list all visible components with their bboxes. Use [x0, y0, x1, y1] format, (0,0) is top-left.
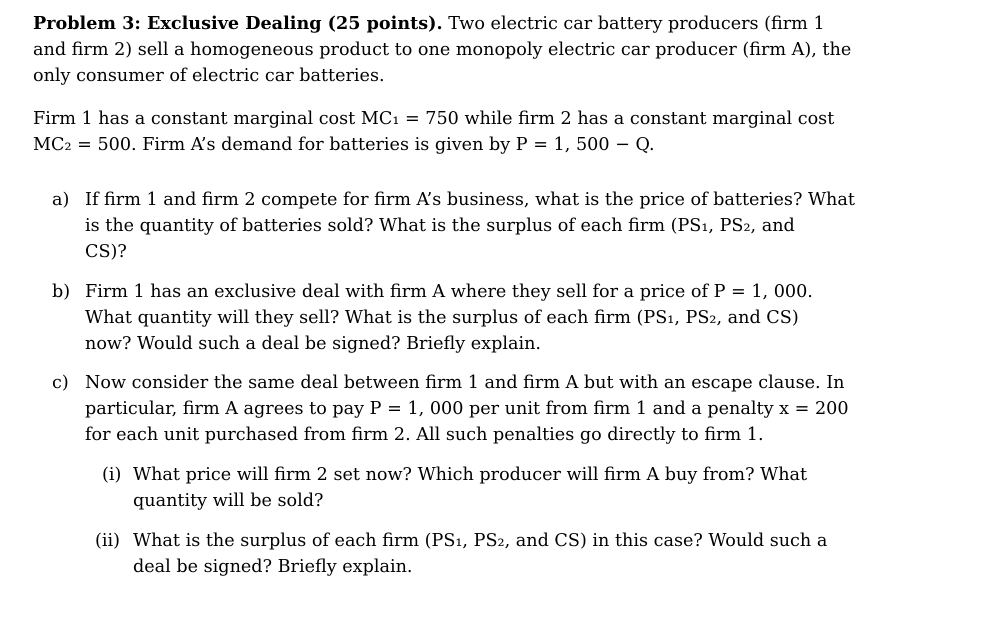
- setup-paragraph: [33, 109, 884, 157]
- subpart-ii-label: (ii): [95, 531, 120, 551]
- setup-line-1: Firm 1 has a constant marginal cost MC₁ = 750 while firm 2 has a constant marginal cost: [33, 109, 835, 129]
- part-c-line-3: for each unit purchased from firm 2. All such penalties go directly to firm 1.: [85, 425, 764, 445]
- subpart-i-line-1: What price will firm 2 set now? Which producer will firm A buy from? What: [133, 465, 808, 485]
- part-b-line-1: Firm 1 has an exclusive deal with firm A where they sell for a price of P = 1, 000.: [85, 282, 813, 302]
- subpart-ii: [95, 531, 887, 581]
- part-c-line-1: Now consider the same deal between firm 1 and firm A but with an escape clause. In: [85, 373, 845, 393]
- intro-text-3: only consumer of electric car batteries.: [33, 66, 385, 86]
- part-a-line-3: CS)?: [85, 242, 127, 262]
- problem-intro: [33, 14, 884, 84]
- part-a-line-2: is the quantity of batteries sold? What is the surplus of each firm (PS₁, PS₂, and: [85, 216, 795, 236]
- part-c-line-2: particular, firm A agrees to pay P = 1, 000 per unit from firm 1 and a penalty x = 200: [85, 399, 849, 419]
- part-a-line-1: If firm 1 and firm 2 compete for firm A’s business, what is the price of batteries? What: [85, 190, 855, 210]
- part-c-label: c): [52, 373, 69, 393]
- part-b-line-3: now? Would such a deal be signed? Briefly explain.: [85, 334, 542, 354]
- subpart-ii-line-2: deal be signed? Briefly explain.: [133, 557, 413, 577]
- problem-intro-line-1: [33, 14, 825, 34]
- intro-text-1: Two electric car battery producers (firm 1: [448, 14, 825, 34]
- subpart-ii-line-1: What is the surplus of each firm (PS₁, PS₂, and CS) in this case? Would such a: [133, 531, 828, 551]
- subpart-i-line-2: quantity will be sold?: [133, 491, 324, 511]
- subpart-i: [97, 465, 887, 515]
- subpart-i-label: (i): [102, 465, 122, 485]
- part-c: [52, 373, 887, 449]
- intro-text-2: and firm 2) sell a homogeneous product to one monopoly electric car producer (firm A), the: [33, 40, 852, 60]
- part-b-label: b): [52, 282, 71, 302]
- part-a-label: a): [52, 190, 70, 210]
- part-a: [52, 190, 887, 266]
- part-b: [52, 282, 887, 358]
- problem-title: Problem 3: Exclusive Dealing (25 points).: [33, 13, 443, 34]
- setup-line-2: MC₂ = 500. Firm A’s demand for batteries is given by P = 1, 500 − Q.: [33, 135, 655, 155]
- part-b-line-2: What quantity will they sell? What is the surplus of each firm (PS₁, PS₂, and CS): [85, 308, 799, 328]
